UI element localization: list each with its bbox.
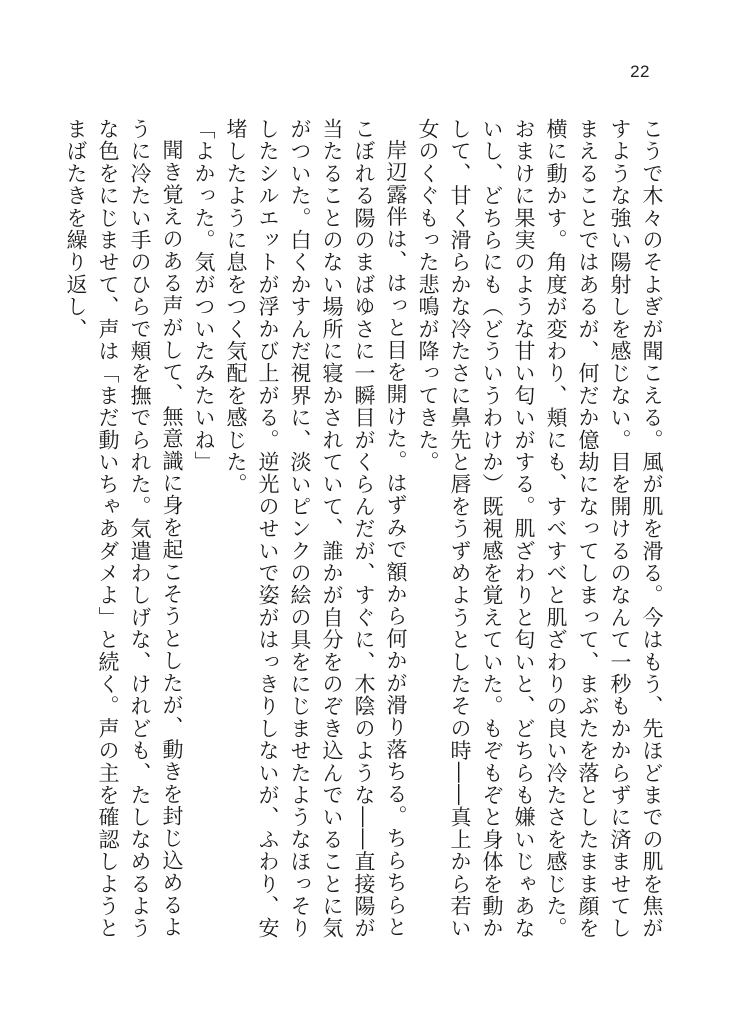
paragraph-2: 岸辺露伴は、はっと目を開けた。はずみで額から何かが滑り落ちる。ちらちらとこぼれる陽のまばゆさに一瞬目がくらんだが、すぐに、木陰のような――直接陽が当たることのない場所に寝かされていて、誰かが自分をのぞき込んでいることに気がついた。白くかすんだ視界に、淡いピンクの絵の具をにじませたようなほっそりしたシルエットが浮かび上がる。逆光のせいで姿がはっきりしないが、ふわり、安堵したように息をつく気配を感じた。 <box>224 118 408 940</box>
paragraph-1: こうで木々のそよぎが聞こえる。風が肌を滑る。今はもう、先ほどまでの肌を焦がすような強い陽射しを感じない。目を開けるのなんて一秒もかからずに済ませてしまえることではあるが、何だか億劫になってしまって、まぶたを落としたまま顔を横に動かす。角度が変わり、頬にも、すべすべと肌ざわりの良い冷たさを感じた。おまけに果実のような甘い匂いがする。肌ざわりと匂いと、どちらも嫌いじゃあないし、どちらにも（どういうわけか）既視感を覚えていた。もぞもぞと身体を動かして、甘く滑らかな冷たさに鼻先と唇をうずめようとしたその時――真上から若い女のくぐもった悲鳴が降ってきた。 <box>416 118 664 940</box>
vertical-body-text <box>58 118 668 958</box>
dialogue-line: 「よかった。気がついたみたいね」 <box>192 118 216 474</box>
page-number: 22 <box>630 62 650 81</box>
paragraph-3: 聞き覚えのある声がして、無意識に身を起こそうとしたが、動きを封じ込めるように冷たい手のひらで頬を撫でられた。気遣わしげな、けれども、たしなめるような色をにじませて、声は「まだ動いちゃあダメよ」と続く。声の主を確認しようとまばたきを繰り返し、 <box>64 118 184 940</box>
